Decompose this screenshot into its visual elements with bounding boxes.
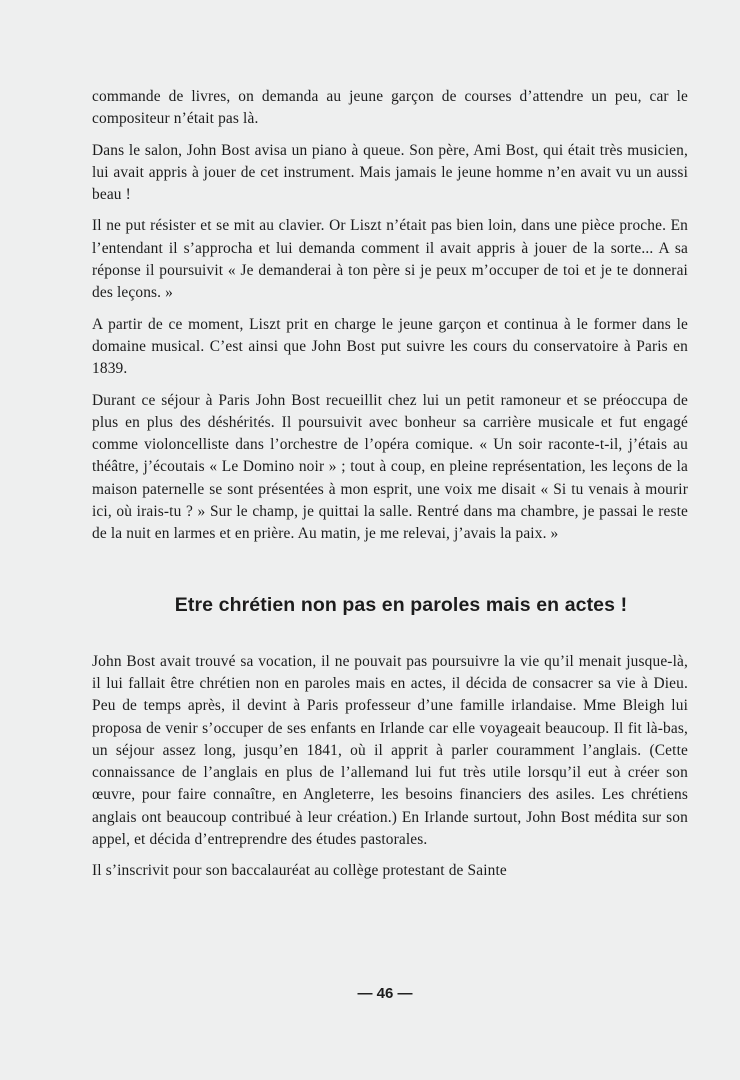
paragraph: Il s’inscrivit pour son baccalauréat au collège protestant de Sainte <box>92 862 507 880</box>
page-number: — 46 — <box>357 985 413 1002</box>
paragraph: John Bost avait trouvé sa vocation, il ne pouvait pas poursuivre la vie qu’il menait jusque-là, il lui fallait être chrétien non en paroles mais en actes, il décida de consacrer sa vie à Dieu. Peu de temps après, il devint à Paris professeur d’une famille irlandaise. Mme Bleigh lui proposa de venir s’occuper de ses enfants en Irlande car elle voyageait beaucoup. Il fit là-bas, un séjour assez long, jusqu’en 1841, où il apprit à parler couramment l’anglais. (Cette connaissance de l’anglais en plus de l’allemand lui fut très utile lorsqu’il eut à créer son œuvre, pour faire connaître, en Angleterre, les besoins financiers des asiles. Les chrétiens anglais ont beaucoup contribué à leur création.) En Irlande surtout, John Bost médita sur son appel, et décida d’entreprendre des études pastorales. <box>92 652 688 849</box>
section-heading: Etre chrétien non pas en paroles mais en actes ! <box>174 593 628 616</box>
paragraph: A partir de ce moment, Liszt prit en charge le jeune garçon et continua à le former dans le domaine musical. C’est ainsi que John Bost put suivre les cours du conservatoire à Paris en 1839. <box>92 315 688 378</box>
paragraph: Il ne put résister et se mit au clavier. Or Liszt n’était pas bien loin, dans une pièce proche. En l’entendant il s’approcha et lui demanda comment il avait appris à jouer de la sorte... A sa réponse il poursuivit « Je demanderai à ton père si je peux m’occuper de toi et je te donnerai des leçons. » <box>92 217 688 302</box>
paragraph: Durant ce séjour à Paris John Bost recueillit chez lui un petit ramoneur et se préoccupa de plus en plus des déshérités. Il poursuivit avec bonheur sa carrière musicale et fut engagé comme violoncelliste dans l’orchestre de l’opéra comique. « Un soir raconte-t-il, j’étais au théâtre, j’écoutais « Le Domino noir » ; tout à coup, en pleine représentation, les leçons de la maison paternelle se sont présentées à mon esprit, une voix me disait « Si tu venais à mourir ici, où irais-tu ? » Sur le champ, je quittai la salle. Rentré dans ma chambre, je passai le reste de la nuit en larmes et en prière. Au matin, je me relevai, j’avais la paix. » <box>92 391 688 543</box>
paragraph: commande de livres, on demanda au jeune garçon de courses d’attendre un peu, car le compositeur n’était pas là. <box>92 88 688 128</box>
paragraph: Dans le salon, John Bost avisa un piano à queue. Son père, Ami Bost, qui était très musicien, lui avait appris à jouer de cet instrument. Mais jamais le jeune homme n’en avait vu un aussi beau ! <box>92 141 688 204</box>
